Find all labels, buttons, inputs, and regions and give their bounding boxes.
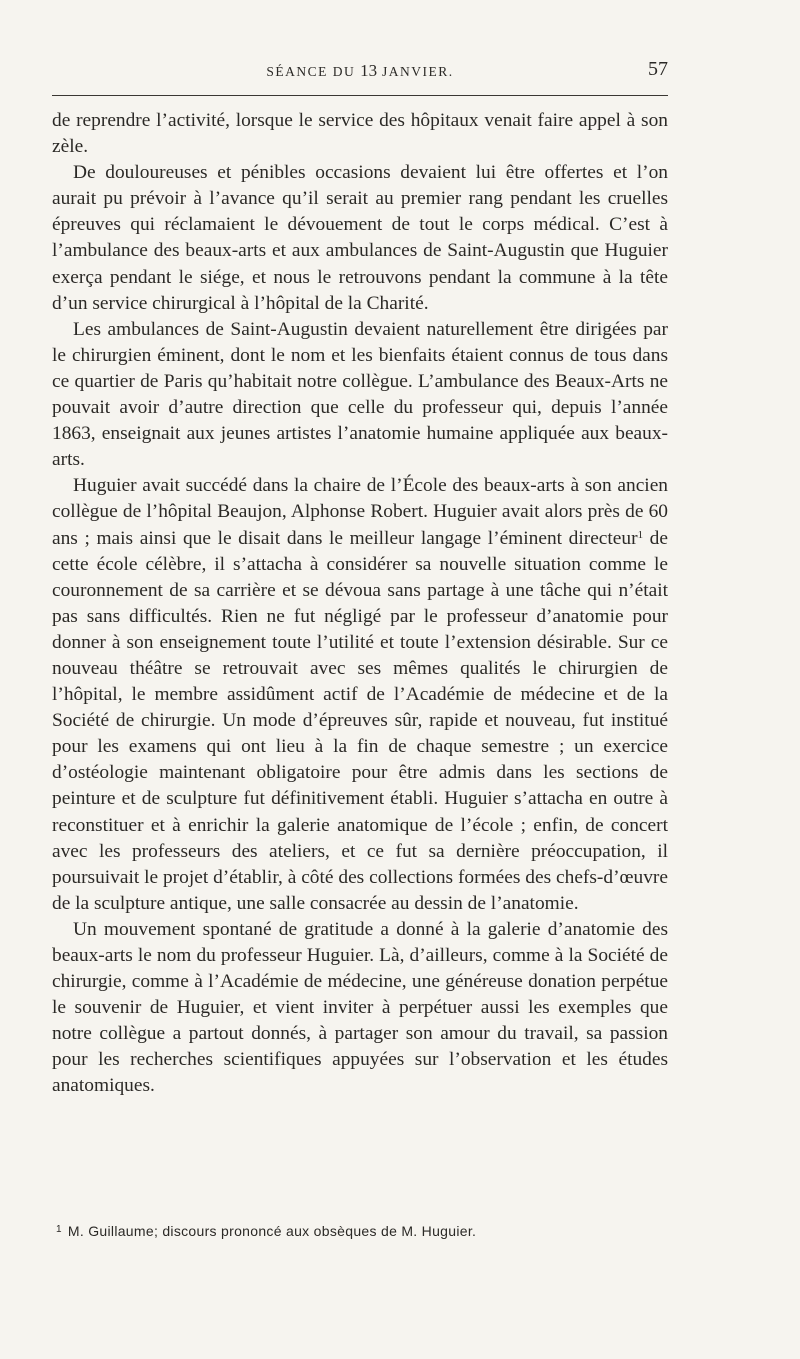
page-header bbox=[52, 58, 668, 88]
footnote-mark: 1 bbox=[56, 1224, 62, 1235]
running-head-number: 13 bbox=[360, 61, 378, 80]
footnote bbox=[52, 1220, 668, 1241]
paragraph-3: Les ambulances de Saint-Augustin devaient naturellement être dirigées par le chirurgien éminent, dont le nom et les bienfaits étaient connus de tous dans ce quartier de Paris qu’habitait notre collègue. L’ambulance des Beaux-Arts ne pouvait avoir d’autre direction que celle du professeur qui, depuis l’année 1863, enseignait aux jeunes artistes l’anatomie humaine appliquée aux beaux-arts. bbox=[52, 318, 668, 471]
paragraph-2: De douloureuses et pénibles occasions devaient lui être offertes et l’on aurait pu prévoir à l’avance qu’il serait au premier rang pendant les cruelles épreuves qui réclamaient le dévouement de tout le corps médical. C’est à l’ambulance des beaux-arts et aux ambulances de Saint-Augustin que Huguier exerça pendant le siége, et nous le retrouvons pendant la commune à la tête d’un service chirurgical à l’hôpital de la Charité. bbox=[52, 162, 668, 314]
running-head: SÉANCE DU 13 JANVIER. bbox=[266, 61, 454, 80]
body-text bbox=[52, 108, 668, 1100]
footnote-reference: 1 bbox=[637, 528, 644, 541]
page-number: 57 bbox=[648, 58, 668, 80]
footnote-text: M. Guillaume; discours prononcé aux obsèques de M. Huguier. bbox=[67, 1223, 477, 1239]
paragraph-1: de reprendre l’activité, lorsque le service des hôpitaux venait faire appel à son zèle. bbox=[52, 110, 668, 158]
header-rule bbox=[52, 95, 668, 96]
paragraph-4: Huguier avait succédé dans la chaire de l’École des beaux-arts à son ancien collègue de l’hôpital Beaujon, Alphonse Robert. Huguier avait alors près de 60 ans ; mais ainsi que le disait dans le meilleur langage l’éminent directeur$^1$ de cette école célèbre, il s’attacha à considérer sa nouvelle situation comme le couronnement de sa carrière et se dévoua sans partage à une tâche qui n’était pas sans difficultés. Rien ne fut négligé par le professeur d’anatomie pour donner à son enseignement toute l’utilité et toute l’extension désirable. Sur ce nouveau théâtre se retrouvait avec ses mêmes qualités le chirurgien de l’hôpital, le membre assidûment actif de l’Académie de médecine et de la Société de chirurgie. Un mode d’épreuves sûr, rapide et nouveau, fut institué pour les examens qui ont lieu à la fin de chaque semestre ; un exercice d’ostéologie maintenant obligatoire pour être admis dans les sections de peinture et de sculpture fut définitivement établi. Huguier s’attacha en outre à reconstituer et à enrichir la galerie anatomique de l’école ; enfin, de concert avec les professeurs des ateliers, et ce fut sa dernière préoccupation, il poursuivait le projet d’établir, à côté des collections formées des chefs-d’œuvre de la sculpture antique, une salle consacrée au dessin de l’anatomie. bbox=[52, 475, 668, 914]
paragraph-5: Un mouvement spontané de gratitude a donné à la galerie d’anatomie des beaux-arts le nom du professeur Huguier. Là, d’ailleurs, comme à la Société de chirurgie, comme à l’Académie de médecine, une généreuse donation perpétue le souvenir de Huguier, et vient inviter à perpétuer aussi les exemples que notre collègue a partout donnés, à partager son amour du travail, sa passion pour les recherches scientifiques appuyées sur l’observation et les études anatomiques. bbox=[52, 918, 668, 1097]
